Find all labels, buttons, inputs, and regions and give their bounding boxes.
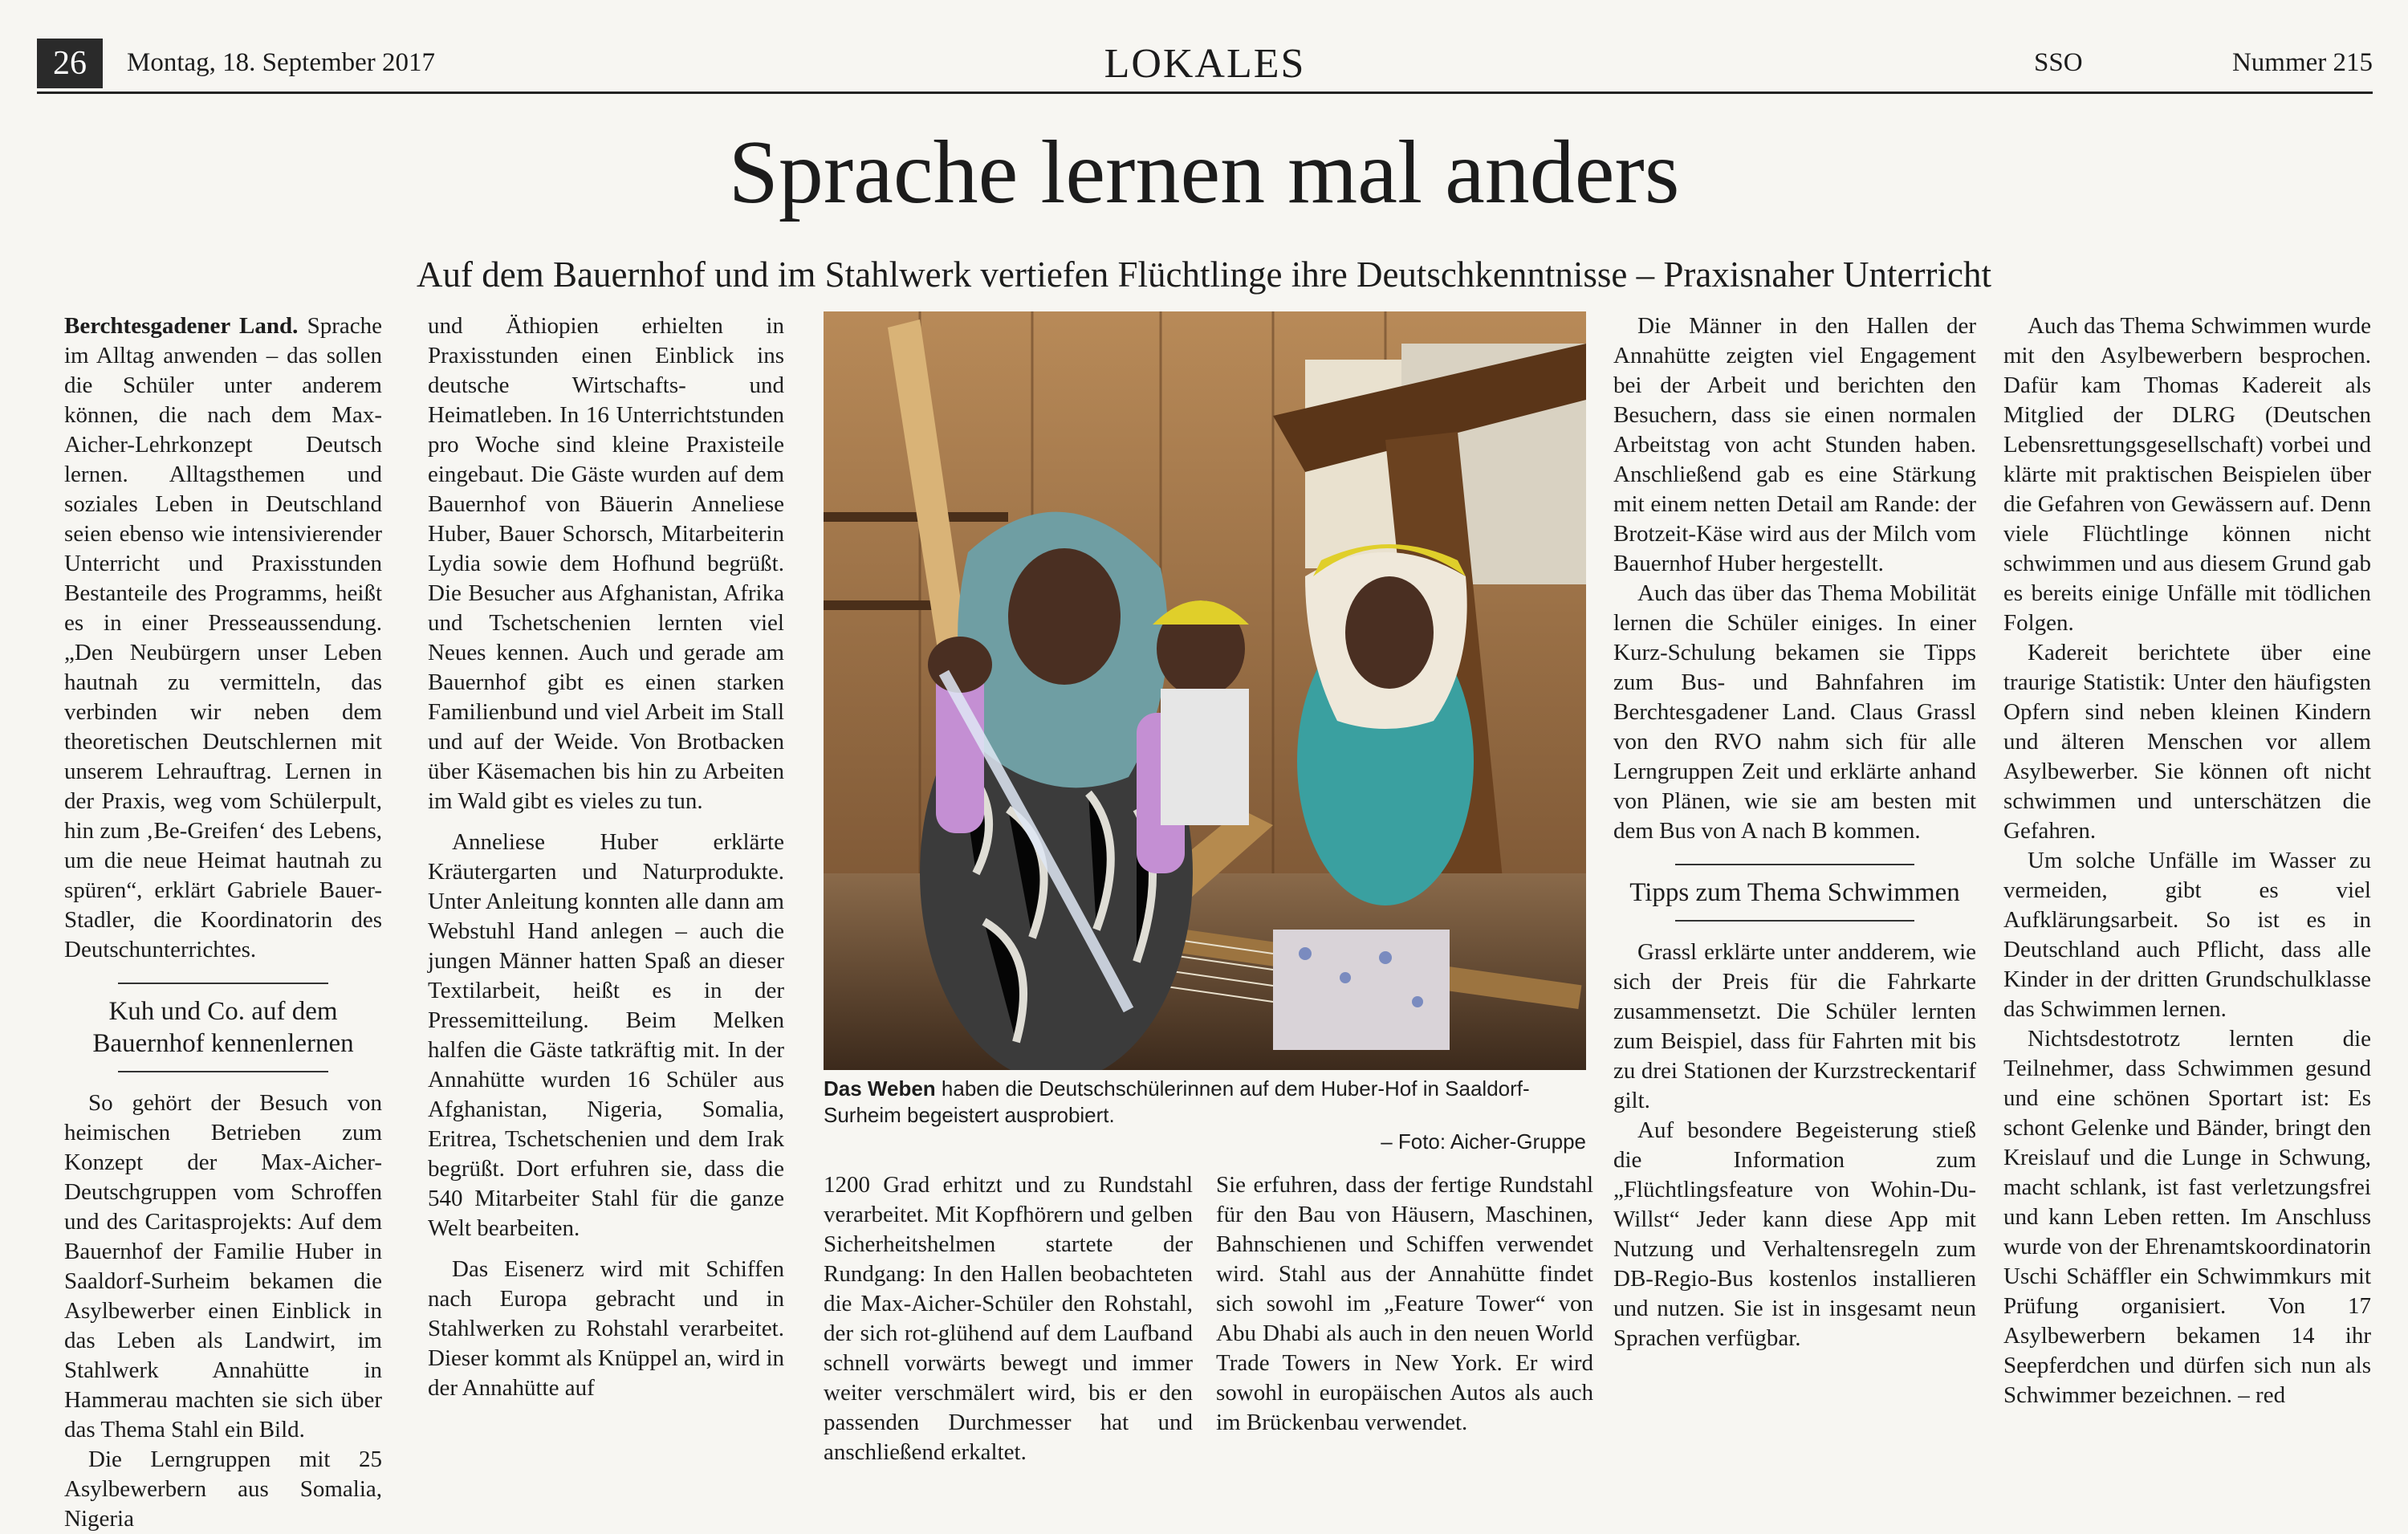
- column-5: [1613, 311, 1976, 1353]
- column-2: [428, 311, 784, 1403]
- divider: [1675, 864, 1914, 865]
- dateline: Berchtesgadener Land.: [64, 313, 299, 339]
- paragraph: Die Lerngruppen mit 25 Asylbewerbern aus Somalia, Nigeria: [64, 1447, 382, 1532]
- weaving-photo-illustration: [824, 311, 1586, 1070]
- issue-date: Montag, 18. September 2017: [127, 48, 436, 77]
- paragraph: Sie erfuhren, dass der fertige Rundstahl für den Bau von Häusern, Maschinen, Bahnschienen und Schiffen verwendet wird. Stahl aus der Annahütte findet sich sowohl im „Feature Tower“ von Abu Dhabi als auch in den neuen World Trade Towers in New York. Er wird sowohl in europäischen Autos als auch im Brückenbau verwendet.: [1216, 1172, 1593, 1435]
- paragraph: Kadereit berichtete über eine traurige Statistik: Unter den häufigsten Opfern sind neben kleinen Kindern und älteren Menschen vor allem Asylbewerber. Sie können oft nicht schwimmen und unterschätzen die Gefahren.: [2003, 640, 2371, 844]
- paragraph: So gehört der Besuch von heimischen Betrieben zum Konzept der Max-Aicher-Deutschgruppen vom Schroffen und des Caritasprojekts: Auf dem Bauernhof der Familie Huber in Saaldorf-Surheim bekamen die Asylbewerber einen Einblick in das Leben als Landwirt, im Stahlwerk Annahütte in Hammerau machten sie sich über das Thema Stahl ein Bild.: [64, 1090, 382, 1442]
- paragraph: [64, 311, 382, 965]
- photo-caption: [824, 1076, 1586, 1155]
- page-number: 26: [37, 39, 103, 88]
- paragraph: Anneliese Huber erklärte Kräutergarten und Naturprodukte. Unter Anleitung konnten alle dann am Webstuhl Hand anlegen – auch die jungen Männer hatten Spaß an dieser Textilarbeit, heißt es in der Pressemitteilung. Beim Melken halfen die Gäste tatkräftig mit. In der Annahütte wurden 16 Schüler aus Afghanistan, Nigeria, Somalia, Eritrea, Tschetschenien und dem Irak begrüßt. Dort erfuhren sie, dass die 540 Mitarbeiter Stahl für die ganze Welt bearbeiten.: [428, 829, 784, 1241]
- header-rule: [37, 92, 2373, 94]
- section-title: LOKALES: [1104, 41, 1306, 87]
- headline: Sprache lernen mal anders: [728, 123, 1680, 222]
- paragraph: 1200 Grad erhitzt und zu Rundstahl verarbeitet. Mit Kopfhörern und gelben Sicherheitshelmen startete der Rundgang: In den Hallen beobachteten die Max-Aicher-Schüler den Rohstahl, der sich rot-glühend auf dem Laufband schnell vorwärts bewegt und immer weiter verschmälert wird, bis er den passenden Durchmesser hat und anschließend erkaltet.: [824, 1172, 1193, 1465]
- paragraph: Die Männer in den Hallen der Annahütte zeigten viel Engagement bei der Arbeit und berichten den Besuchern, dass sie einen normalen Arbeitstag von acht Stunden haben. Anschließend gab es eine Stärkung mit einem netten Detail am Rande: der Brotzeit-Käse wird aus der Milch vom Bauernhof Huber hergestellt.: [1613, 313, 1976, 576]
- column-1: [64, 311, 382, 1534]
- intertitle-text: Kuh und Co. auf dem Bauernhof kennenlernen: [92, 997, 354, 1058]
- paragraph: Um solche Unfälle im Wasser zu vermeiden, gibt es viel Aufklärungsarbeit. So ist es in Deutschland auch Pflicht, dass alle Kinder in der dritten Grundschulklasse das Schwimmen lernen.: [2003, 848, 2371, 1022]
- article-photo: [824, 311, 1586, 1070]
- column-6: [2003, 311, 2371, 1410]
- divider: [1675, 920, 1914, 922]
- issue-number: Nummer 215: [2231, 48, 2373, 77]
- paragraph: Nichtsdestotrotz lernten die Teilnehmer, dass Schwimmen gesund und eine schönen Sportart ist: Es schont Gelenke und Bänder, bringt den Kreislauf und die Lunge in Schwung, macht schlank, ist fast verletzungsfrei und kann Leben retten. Im Anschluss wurde von der Ehrenamtskoordinatorin Uschi Schäffler ein Schwimmkurs mit Prüfung organisiert. Von 17 Asylbewerbern bekamen 14 ihr Seepferdchen und dürfen sich nun als Schwimmer bezeichnen. – red: [2003, 1026, 2371, 1408]
- paragraph: Auch das über das Thema Mobilität lernen die Schüler einiges. In einer Kurz-Schulung bekamen sie Tipps zum Bus- und Bahnfahren im Berchtesgadener Land. Claus Grassl von den RVO nahm sich für alle Lerngruppen Zeit und erklärte anhand von Plänen, wie sie am besten mit dem Bus von A nach B kommen.: [1613, 580, 1976, 844]
- paragraph: Auf besondere Begeisterung stieß die Information zum „Flüchtlingsfeature von Wohin-Du-Willst“ Jeder kann diese App mit Nutzung und Verhaltensregeln zum DB-Regio-Bus kostenlos installieren und nutzen. Sie ist in insgesamt neun Sprachen verfügbar.: [1613, 1117, 1976, 1351]
- intertitle-text: Tipps zum Thema Schwimmen: [1629, 878, 1960, 907]
- column-4: [1216, 1170, 1593, 1438]
- column-3: [824, 1170, 1193, 1467]
- caption-text: haben die Deutschschülerinnen auf dem Huber-Hof in Saaldorf-Surheim begeistert ausprobiert.: [824, 1076, 1530, 1127]
- paragraph: Auch das Thema Schwimmen wurde mit den Asylbewerbern besprochen. Dafür kam Thomas Kadereit als Mitglied der DLRG (Deutschen Lebensrettungsgesellschaft) vorbei und klärte mit praktischen Beispielen über die Gefahren von Gewässern auf. Denn viele Flüchtlinge können nicht schwimmen und aus diesem Grund gab es bereits einige Unfälle mit tödlichen Folgen.: [2003, 313, 2371, 636]
- paragraph: Das Eisenerz wird mit Schiffen nach Europa gebracht und in Stahlwerken zu Rohstahl verarbeitet. Dieser kommt als Knüppel an, wird in der Annahütte auf: [428, 1256, 784, 1401]
- intertitle: [64, 983, 382, 1072]
- divider: [118, 1071, 327, 1072]
- photo-credit: – Foto: Aicher-Gruppe: [1381, 1129, 1586, 1154]
- intertitle: [1613, 864, 1976, 922]
- paragraph-text: Sprache im Alltag anwenden – das sollen die Schüler unter anderem können, die nach dem Max-Aicher-Lehrkonzept Deutsch lernen. Alltagsthemen und soziales Leben in Deutschland seien ebenso wie intensivierender Unterricht und Praxisstunden Bestanteile des Programms, heißt es in einer Presseaussendung. „Den Neubürgern unser Leben hautnah zu vermitteln, das verbinden wir neben dem theoretischen Deutschlernen mit unserem Lehrauftrag. Lernen in der Praxis, weg vom Schülerpult, hin zum ‚Be-Greifen‘ des Lebens, um die neue Heimat hautnah zu spüren“, erklärt Gabriele Bauer-Stadler, die Koordinatorin des Deutschunterrichtes.: [64, 313, 383, 962]
- paragraph: und Äthiopien erhielten in Praxisstunden einen Einblick ins deutsche Wirtschafts- und Heimatleben. In 16 Unterrichtstunden pro Woche sind kleine Praxisteile eingebaut. Die Gäste wurden auf dem Bauernhof von Bäuerin Anneliese Huber, Bauer Schorsch, Mitarbeiterin Lydia sowie dem Hofhund begrüßt. Die Besucher aus Afghanistan, Afrika und Tschetschenien lernten viel Neues kennen. Auch und gerade am Bauernhof gibt es einen starken Familienbund und viel Arbeit im Stall und auf der Weide. Von Brotbacken über Käsemachen bis hin zu Arbeiten im Wald gibt es vieles zu tun.: [428, 313, 784, 814]
- paragraph: Grassl erklärte unter andderem, wie sich der Preis für die Fahrkarte zusammensetzt. Die Schüler lernten zum Beispiel, dass für Fahrten mit bis zu drei Stationen der Kurzstreckentarif gilt.: [1613, 939, 1976, 1113]
- edition-label: SSO: [2034, 48, 2083, 77]
- caption-lead: Das Weben: [824, 1076, 936, 1101]
- divider: [118, 983, 327, 984]
- subheadline: Auf dem Bauernhof und im Stahlwerk vertiefen Flüchtlinge ihre Deutschkenntnisse – Praxisnaher Unterricht: [417, 254, 1991, 295]
- page-header: [37, 39, 2373, 88]
